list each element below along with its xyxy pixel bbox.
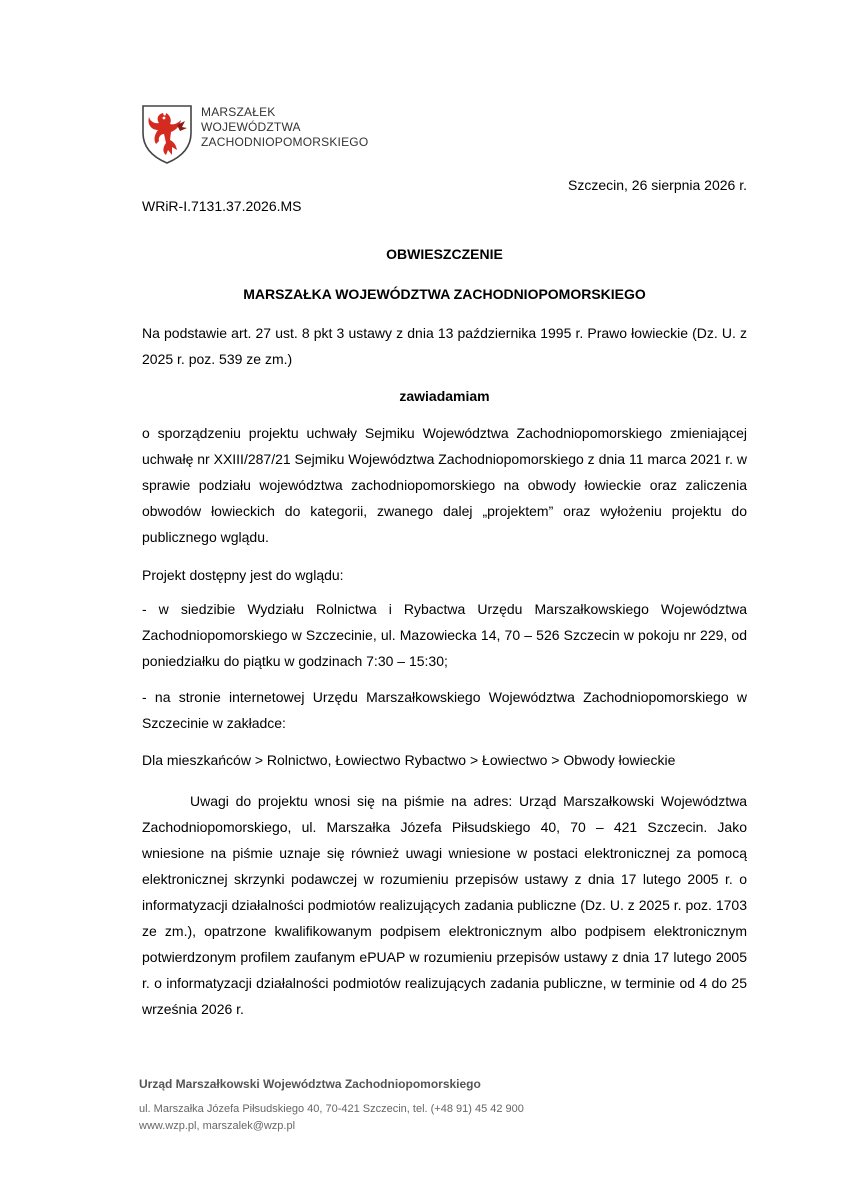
notice-title: OBWIESZCZENIE — [386, 246, 503, 262]
notice-paragraph-1: o sporządzeniu projektu uchwały Sejmiku Województwa Zachodniopomorskiego zmieniającej uchwałę nr XXIII/287/21 Sejmiku Województwa Zachodniopomorskiego z dnia 11 marca 2021 r. w sprawie podziału województwa zachodniopomorskiego na obwody łowieckie oraz zaliczenia obwodów łowieckich do kategorii, zwanego dalej „projektem” oraz wyłożeniu projektu do publicznego wglądu. — [142, 425, 747, 545]
notice-verb: zawiadamiam — [399, 388, 490, 404]
notice-paragraph-2: Projekt dostępny jest do wglądu: — [142, 567, 344, 583]
footer-office-name: Urząd Marszałkowski Województwa Zachodniopomorskiego — [139, 1077, 481, 1091]
footer-address: ul. Marszałka Józefa Piłsudskiego 40, 70-421 Szczecin, tel. (+48 91) 45 42 900 — [139, 1103, 524, 1115]
logo-line-1: MARSZAŁEK — [201, 105, 276, 119]
logo-line-3: ZACHODNIOPOMORSKIEGO — [201, 135, 369, 149]
logo-text — [201, 105, 368, 150]
reference-number: WRiR-I.7131.37.2026.MS — [142, 198, 302, 214]
document-date: Szczecin, 26 sierpnia 2026 r. — [568, 177, 747, 193]
notice-paragraph-6: Uwagi do projektu wnosi się na piśmie na adres: Urząd Marszałkowski Województwa Zachodniopomorskiego, ul. Marszałka Józefa Piłsudskiego 40, 70 – 421 Szczecin. Jako wniesione na piśmie uznaje się również uwagi wniesione w postaci elektronicznej za pomocą elektronicznej skrzynki podawczej w rozumieniu przepisów ustawy z dnia 17 lutego 2005 r. o informatyzacji działalności podmiotów realizujących zadania publiczne (Dz. U. z 2025 r. poz. 1703 ze zm.), opatrzone kwalifikowanym podpisem elektronicznym albo podpisem elektronicznym potwierdzonym profilem zaufanym ePUAP w rozumieniu przepisów ustawy z dnia 17 lutego 2005 r. o informatyzacji działalności podmiotów realizujących zadania publiczne, w terminie od 4 do 25 września 2026 r. — [142, 793, 747, 1017]
notice-subtitle: MARSZAŁKA WOJEWÓDZTWA ZACHODNIOPOMORSKIEGO — [243, 286, 646, 302]
website-navigation-path: Dla mieszkańców > Rolnictwo, Łowiectwo Rybactwo > Łowiectwo > Obwody łowieckie — [142, 752, 676, 768]
griffin-coat-of-arms-icon — [139, 103, 195, 165]
page-footer — [139, 1075, 524, 1135]
logo-line-2: WOJEWÓDZTWA — [201, 120, 301, 134]
notice-paragraph-3: - w siedzibie Wydziału Rolnictwa i Rybactwa Urzędu Marszałkowskiego Województwa Zachodniopomorskiego w Szczecinie, ul. Mazowiecka 14, 70 – 526 Szczecin w pokoju nr 229, od poniedziałku do piątku w godzinach 7:30 – 15:30; — [142, 601, 747, 669]
footer-web-contact: www.wzp.pl, marszalek@wzp.pl — [139, 1120, 296, 1132]
legal-basis-paragraph: Na podstawie art. 27 ust. 8 pkt 3 ustawy z dnia 13 października 1995 r. Prawo łowieckie (Dz. U. z 2025 r. poz. 539 ze zm.) — [142, 325, 747, 367]
notice-paragraph-4: - na stronie internetowej Urzędu Marszałkowskiego Województwa Zachodniopomorskiego w Szczecinie w zakładce: — [142, 689, 747, 731]
logo — [139, 103, 399, 165]
